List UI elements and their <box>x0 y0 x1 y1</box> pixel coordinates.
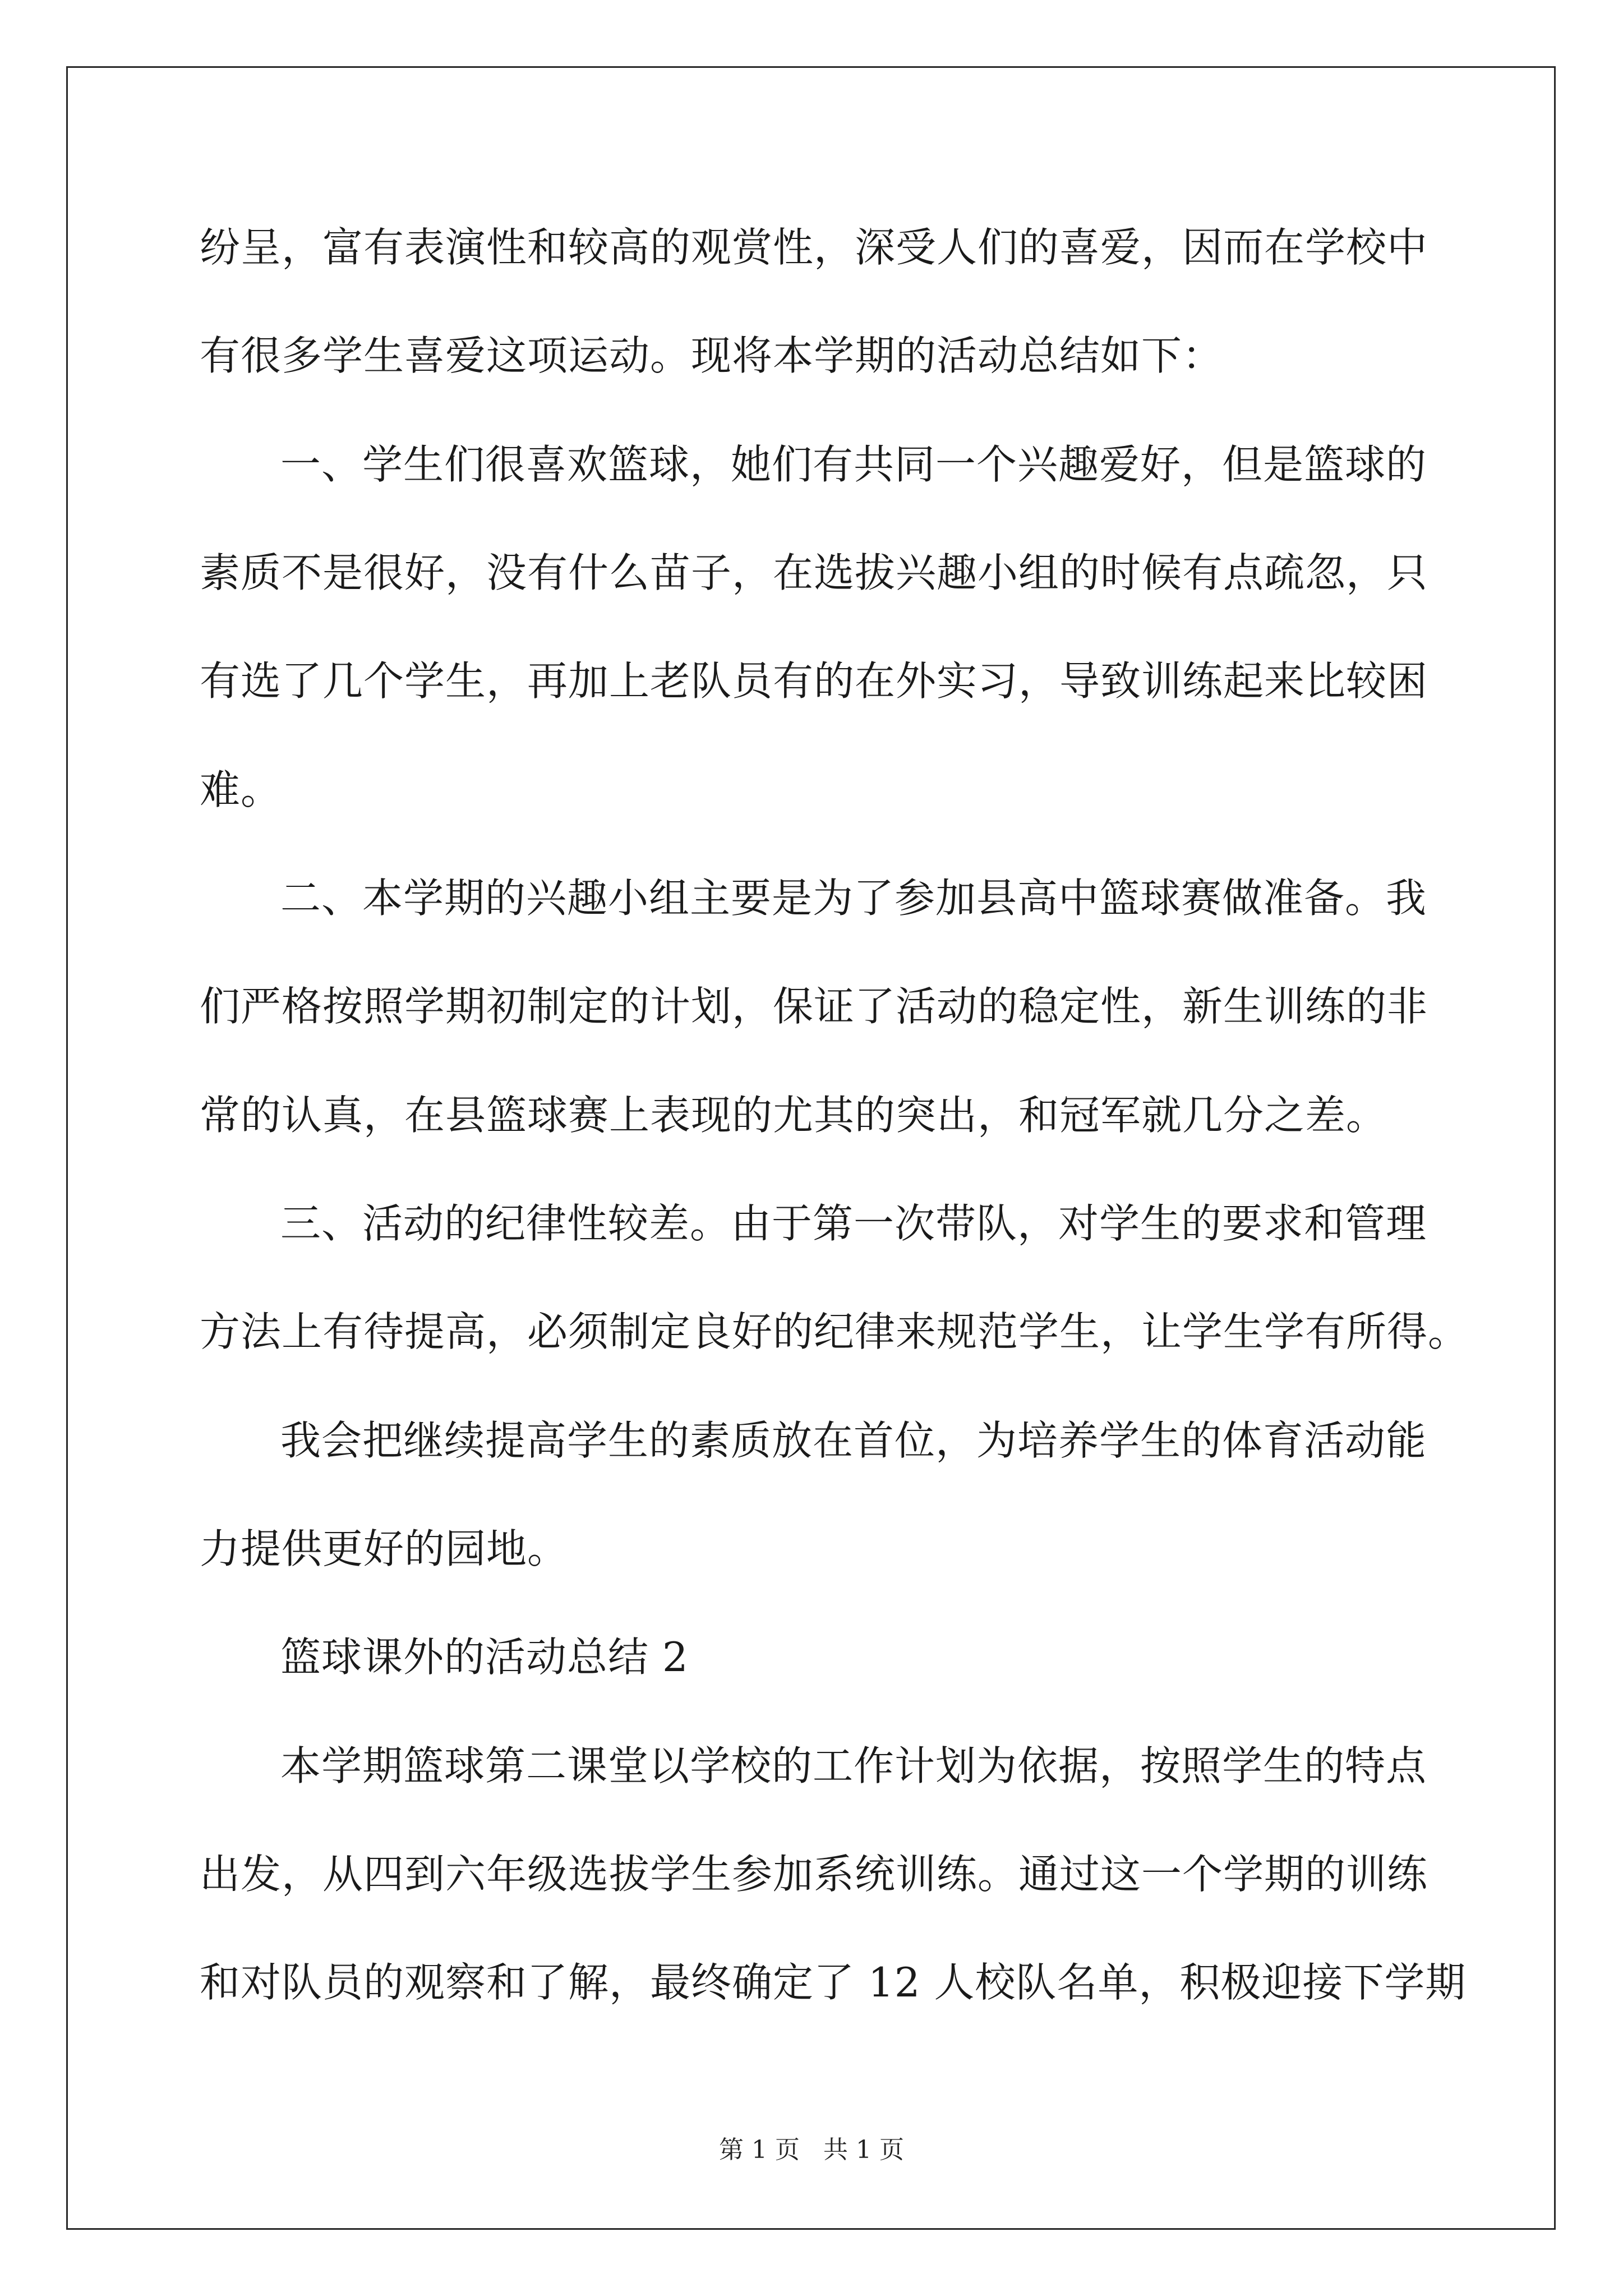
body-line: 和对队员的观察和了解，最终确定了 12 人校队名单，积极迎接下学期 <box>200 1959 1467 2006</box>
body-line: 方法上有待提高，必须制定良好的纪律来规范学生，让学生学有所得。 <box>200 1308 1469 1355</box>
body-line: 力提供更好的园地。 <box>200 1525 569 1572</box>
body-line: 难。 <box>200 766 282 813</box>
body-line: 们严格按照学期初制定的计划，保证了活动的稳定性，新生训练的非 <box>200 983 1428 1030</box>
body-line: 纷呈，富有表演性和较高的观赏性，深受人们的喜爱，因而在学校中 <box>200 224 1428 271</box>
section-heading: 篮球课外的活动总结 2 <box>280 1634 689 1681</box>
body-line: 常的认真，在县篮球赛上表现的尤其的突出，和冠军就几分之差。 <box>200 1092 1387 1139</box>
paragraph-start-line: 我会把继续提高学生的素质放在首位，为培养学生的体育活动能 <box>280 1417 1427 1464</box>
page-border <box>66 66 1556 2230</box>
body-line: 有很多学生喜爱这项运动。现将本学期的活动总结如下： <box>200 332 1224 379</box>
body-line: 出发，从四到六年级选拔学生参加系统训练。通过这一个学期的训练 <box>200 1851 1428 1898</box>
paragraph-start-line: 二、本学期的兴趣小组主要是为了参加县高中篮球赛做准备。我 <box>280 875 1427 922</box>
paragraph-start-line: 本学期篮球第二课堂以学校的工作计划为依据，按照学生的特点 <box>280 1742 1427 1789</box>
page-number-footer: 第 1 页 共 1 页 <box>719 2136 904 2164</box>
body-line: 有选了几个学生，再加上老队员有的在外实习，导致训练起来比较困 <box>200 657 1428 705</box>
body-line: 素质不是很好，没有什么苗子，在选拔兴趣小组的时候有点疏忽，只 <box>200 549 1428 596</box>
paragraph-start-line: 三、活动的纪律性较差。由于第一次带队，对学生的要求和管理 <box>280 1200 1427 1247</box>
paragraph-start-line: 一、学生们很喜欢篮球，她们有共同一个兴趣爱好，但是篮球的 <box>280 441 1427 488</box>
